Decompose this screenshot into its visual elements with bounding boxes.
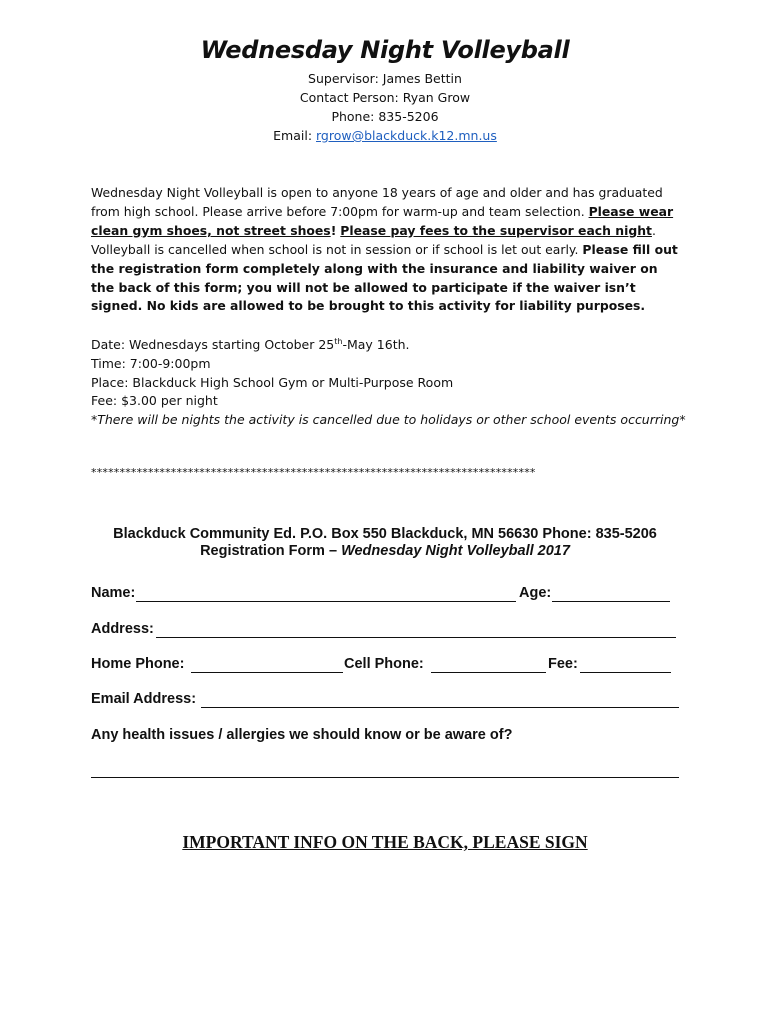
- age-field[interactable]: [552, 601, 670, 602]
- address-row: [91, 621, 679, 641]
- intro-paragraph: [91, 184, 681, 316]
- name-label: Name:: [91, 585, 136, 601]
- email-link[interactable]: rgrow@blackduck.k12.mn.us: [316, 128, 497, 143]
- name-field[interactable]: [136, 601, 516, 602]
- fee-label: Fee:: [548, 656, 578, 672]
- date-suffix: -May 16th.: [342, 337, 410, 352]
- date-superscript: th: [334, 336, 343, 346]
- cell-phone-field[interactable]: [431, 672, 546, 673]
- time-line: Time: 7:00-9:00pm: [91, 356, 211, 371]
- name-age-row: [91, 585, 679, 605]
- registration-form-event: Wednesday Night Volleyball 2017: [341, 543, 570, 559]
- date-line: [91, 337, 691, 352]
- org-address-line: Blackduck Community Ed. P.O. Box 550 Blackduck, MN 56630 Phone: 835-5206: [113, 526, 657, 542]
- health-question-label: Any health issues / allergies we should know or be aware of?: [91, 727, 513, 743]
- intro-text-2: . Volleyball is cancelled when school is not in session or if school is let out early.: [91, 222, 656, 257]
- place-line: Place: Blackduck High School Gym or Multi-Purpose Room: [91, 375, 454, 390]
- email-line: [0, 128, 770, 143]
- supervisor-line: Supervisor: James Bettin: [308, 71, 462, 86]
- fee-field[interactable]: [580, 672, 671, 673]
- home-phone-label: Home Phone:: [91, 656, 185, 672]
- shoes-rule: Please wear clean gym shoes, not street shoes: [91, 203, 674, 238]
- waiver-rule: Please fill out the registration form completely along with the insurance and liability waiver on the back of this form; you will not be allowed to participate if the waiver isn’t signed. No kids are allowed to be brought to this activity for liability purposes.: [91, 241, 678, 314]
- registration-form-prefix: Registration Form –: [200, 543, 342, 559]
- document-title: Wednesday Night Volleyball: [200, 36, 570, 64]
- address-field[interactable]: [156, 637, 676, 638]
- phone-line: Phone: 835-5206: [331, 109, 439, 124]
- cancellation-note: *There will be nights the activity is cancelled due to holidays or other school events occurring*: [91, 412, 686, 427]
- health-row: [91, 727, 679, 747]
- phone-fee-row: [91, 656, 679, 676]
- health-answer-field[interactable]: [91, 777, 679, 778]
- address-label: Address:: [91, 621, 154, 637]
- cell-phone-label: Cell Phone:: [344, 656, 424, 672]
- intro-text-1: Wednesday Night Volleyball is open to anyone 18 years of age and older and has graduated from high school. Please arrive before 7:00pm for warm-up and team selection.: [91, 185, 663, 219]
- divider-asterisks: ******************************************************************************: [91, 466, 536, 479]
- email-address-label: Email Address:: [91, 691, 197, 707]
- email-row: [91, 691, 679, 711]
- email-label: Email:: [273, 128, 317, 143]
- fee-line: Fee: $3.00 per night: [91, 393, 218, 408]
- home-phone-field[interactable]: [191, 672, 343, 673]
- registration-form-title: [0, 543, 770, 559]
- contact-person-line: Contact Person: Ryan Grow: [299, 90, 471, 105]
- email-address-field[interactable]: [201, 707, 679, 708]
- important-notice: IMPORTANT INFO ON THE BACK, PLEASE SIGN: [182, 832, 588, 852]
- fees-rule: Please pay fees to the supervisor each night: [340, 222, 652, 238]
- shoes-rule-end: !: [330, 222, 337, 238]
- age-label: Age:: [519, 585, 552, 601]
- date-prefix: Date: Wednesdays starting October 25: [91, 337, 335, 352]
